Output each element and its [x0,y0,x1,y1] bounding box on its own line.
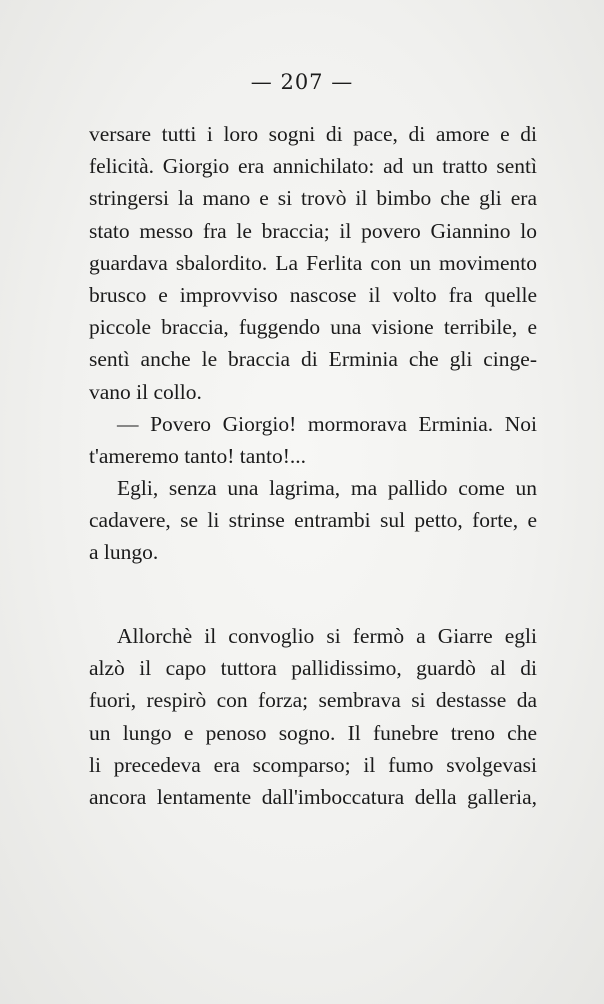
text-line: versare tutti i loro sogni di pace, di amore e di [89,122,537,146]
text-line: sentì anche le braccia di Erminia che gli cinge- [89,347,537,372]
text-line: cadavere, se li strinse entrambi sul petto, forte, e [89,508,537,533]
page-number: — 207 — [250,70,354,94]
text-line: stato messo fra le braccia; il povero Giannino lo [89,218,537,243]
text-block-top [89,118,537,569]
text-block-bottom [89,620,537,813]
text-line: brusco e improvviso nascose il volto fra quelle [89,282,537,307]
text-line: ancora lentamente dall'imboccatura della galleria, [89,784,537,809]
text-line: piccole braccia, fuggendo una visione terribile, e [89,315,537,340]
text-line: — Povero Giorgio! mormorava Erminia. Noi [117,411,537,436]
text-line: Egli, senza una lagrima, ma pallido come un [117,476,537,501]
text-line: fuori, respirò con forza; sembrava si destasse da [89,688,537,713]
text-line: un lungo e penoso sogno. Il funebre treno che [89,720,537,745]
text-line: vano il collo. [89,379,202,404]
text-line: Allorchè il convoglio si fermò a Giarre egli [117,624,537,648]
text-line: li precedeva era scomparso; il fumo svolgevasi [89,752,537,777]
text-line: a lungo. [89,540,159,565]
text-line: alzò il capo tuttora pallidissimo, guardò al di [89,656,537,681]
text-line: t'ameremo tanto! tanto!... [89,443,307,468]
text-line: felicità. Giorgio era annichilato: ad un tratto sentì [89,154,537,179]
text-line: stringersi la mano e si trovò il bimbo che gli era [89,186,537,211]
text-line: guardava sbalordito. La Ferlita con un movimento [89,250,537,275]
